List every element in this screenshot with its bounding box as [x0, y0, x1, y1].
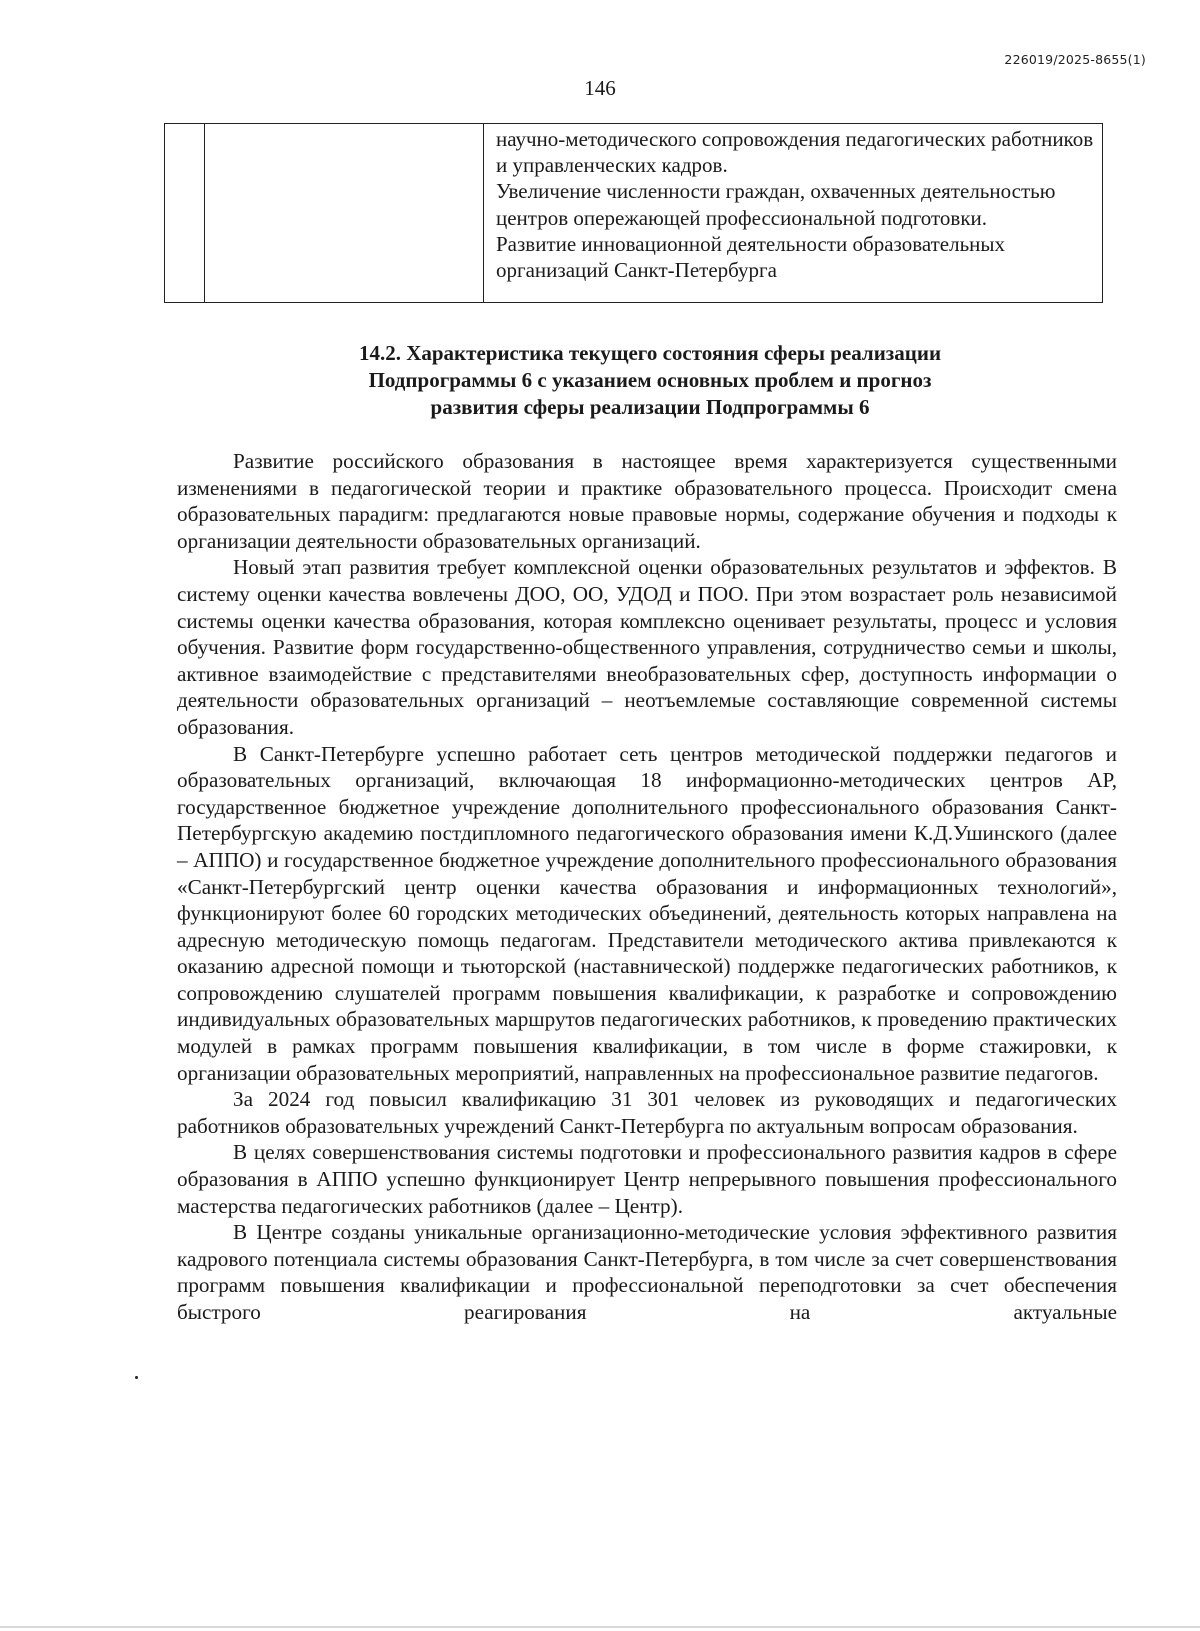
scan-margin-mark [135, 1376, 138, 1379]
table-cell-line: научно-методического сопровождения педагогических работников и управленческих кадров. [496, 127, 1094, 178]
page-bottom-edge [0, 1626, 1200, 1628]
section-heading [0, 340, 1200, 421]
section-heading-line: развития сферы реализации Подпрограммы 6 [430, 395, 870, 419]
table-cell-number [165, 124, 205, 303]
table-cell-line: Увеличение численности граждан, охваченных деятельностью центров опережающей профессиональной подготовки. [496, 179, 1056, 230]
section-heading-line: 14.2. Характеристика текущего состояния сферы реализации [358, 341, 942, 365]
paragraph: В целях совершенствования системы подготовки и профессионального развития кадров в сфере образования в АППО успешно функционирует Центр непрерывного повышения профессионального мастерства педагогических работников (далее – Центр). [177, 1140, 1117, 1218]
paragraph: Новый этап развития требует комплексной оценки образовательных результатов и эффектов. В систему оценки качества вовлечены ДОО, ОО, УДОД и ПОО. При этом возрастает роль независимой системы оценки качества образования, которая комплексно оценивает результаты, процесс и условия обучения. Развитие форм государственно-общественного управления, сотрудничество семьи и школы, активное взаимодействие с представителями внеобразовательных сфер, доступность информации о деятельности образовательных организаций – неотъемлемые составляющие современной системы образования. [177, 555, 1117, 739]
table-cell-line: Развитие инновационной деятельности образовательных организаций Санкт-Петербурга [496, 231, 1006, 283]
continued-table [164, 123, 1103, 303]
table-cell-results [484, 124, 1103, 303]
paragraph: В Центре созданы уникальные организационно-методические условия эффективного развития кадрового потенциала системы образования Санкт-Петербурга, в том числе за счет совершенствования программ повышения квалификации и профессиональной переподготовки за счет обеспечения быстрого реагирования на актуальные [177, 1220, 1117, 1324]
document-registration-number: 226019/2025-8655(1) [1004, 52, 1146, 67]
table-cell-name [205, 124, 484, 303]
paragraph: В Санкт-Петербурге успешно работает сеть центров методической поддержки педагогов и образовательных организаций, включающая 18 информационно-методических центров АР, государственное бюджетное учреждение дополнительного профессионального образования Санкт-Петербургскую академию постдипломного педагогического образования имени К.Д.Ушинского (далее – АППО) и государственное бюджетное учреждение дополнительного профессионального образования «Санкт-Петербургский центр оценки качества образования и информационных технологий», функционируют более 60 городских методических объединений, деятельность которых направлена на адресную методическую помощь педагогам. Представители методического актива привлекаются к оказанию адресной помощи и тьюторской (наставнической) поддержке педагогических работников, к сопровождению слушателей программ повышения квалификации, к разработке и сопровождению индивидуальных образовательных маршрутов педагогических работников, к проведению практических модулей в рамках программ повышения квалификации, в том числе в форме стажировки, к организации образовательных мероприятий, направленных на профессиональное развитие педагогов. [177, 741, 1117, 1085]
table-row [165, 124, 1103, 303]
section-body [177, 448, 1117, 1326]
paragraph: За 2024 год повысил квалификацию 31 301 человек из руководящих и педагогических работников образовательных учреждений Санкт-Петербурга по актуальным вопросам образования. [177, 1087, 1117, 1138]
page-number: 146 [584, 76, 616, 100]
paragraph: Развитие российского образования в настоящее время характеризуется существенными изменениями в педагогической теории и практике образовательного процесса. Происходит смена образовательных парадигм: предлагаются новые правовые нормы, содержание обучения и подходы к организации деятельности образовательных организаций. [177, 449, 1117, 553]
section-heading-line: Подпрограммы 6 с указанием основных проблем и прогноз [368, 368, 932, 392]
